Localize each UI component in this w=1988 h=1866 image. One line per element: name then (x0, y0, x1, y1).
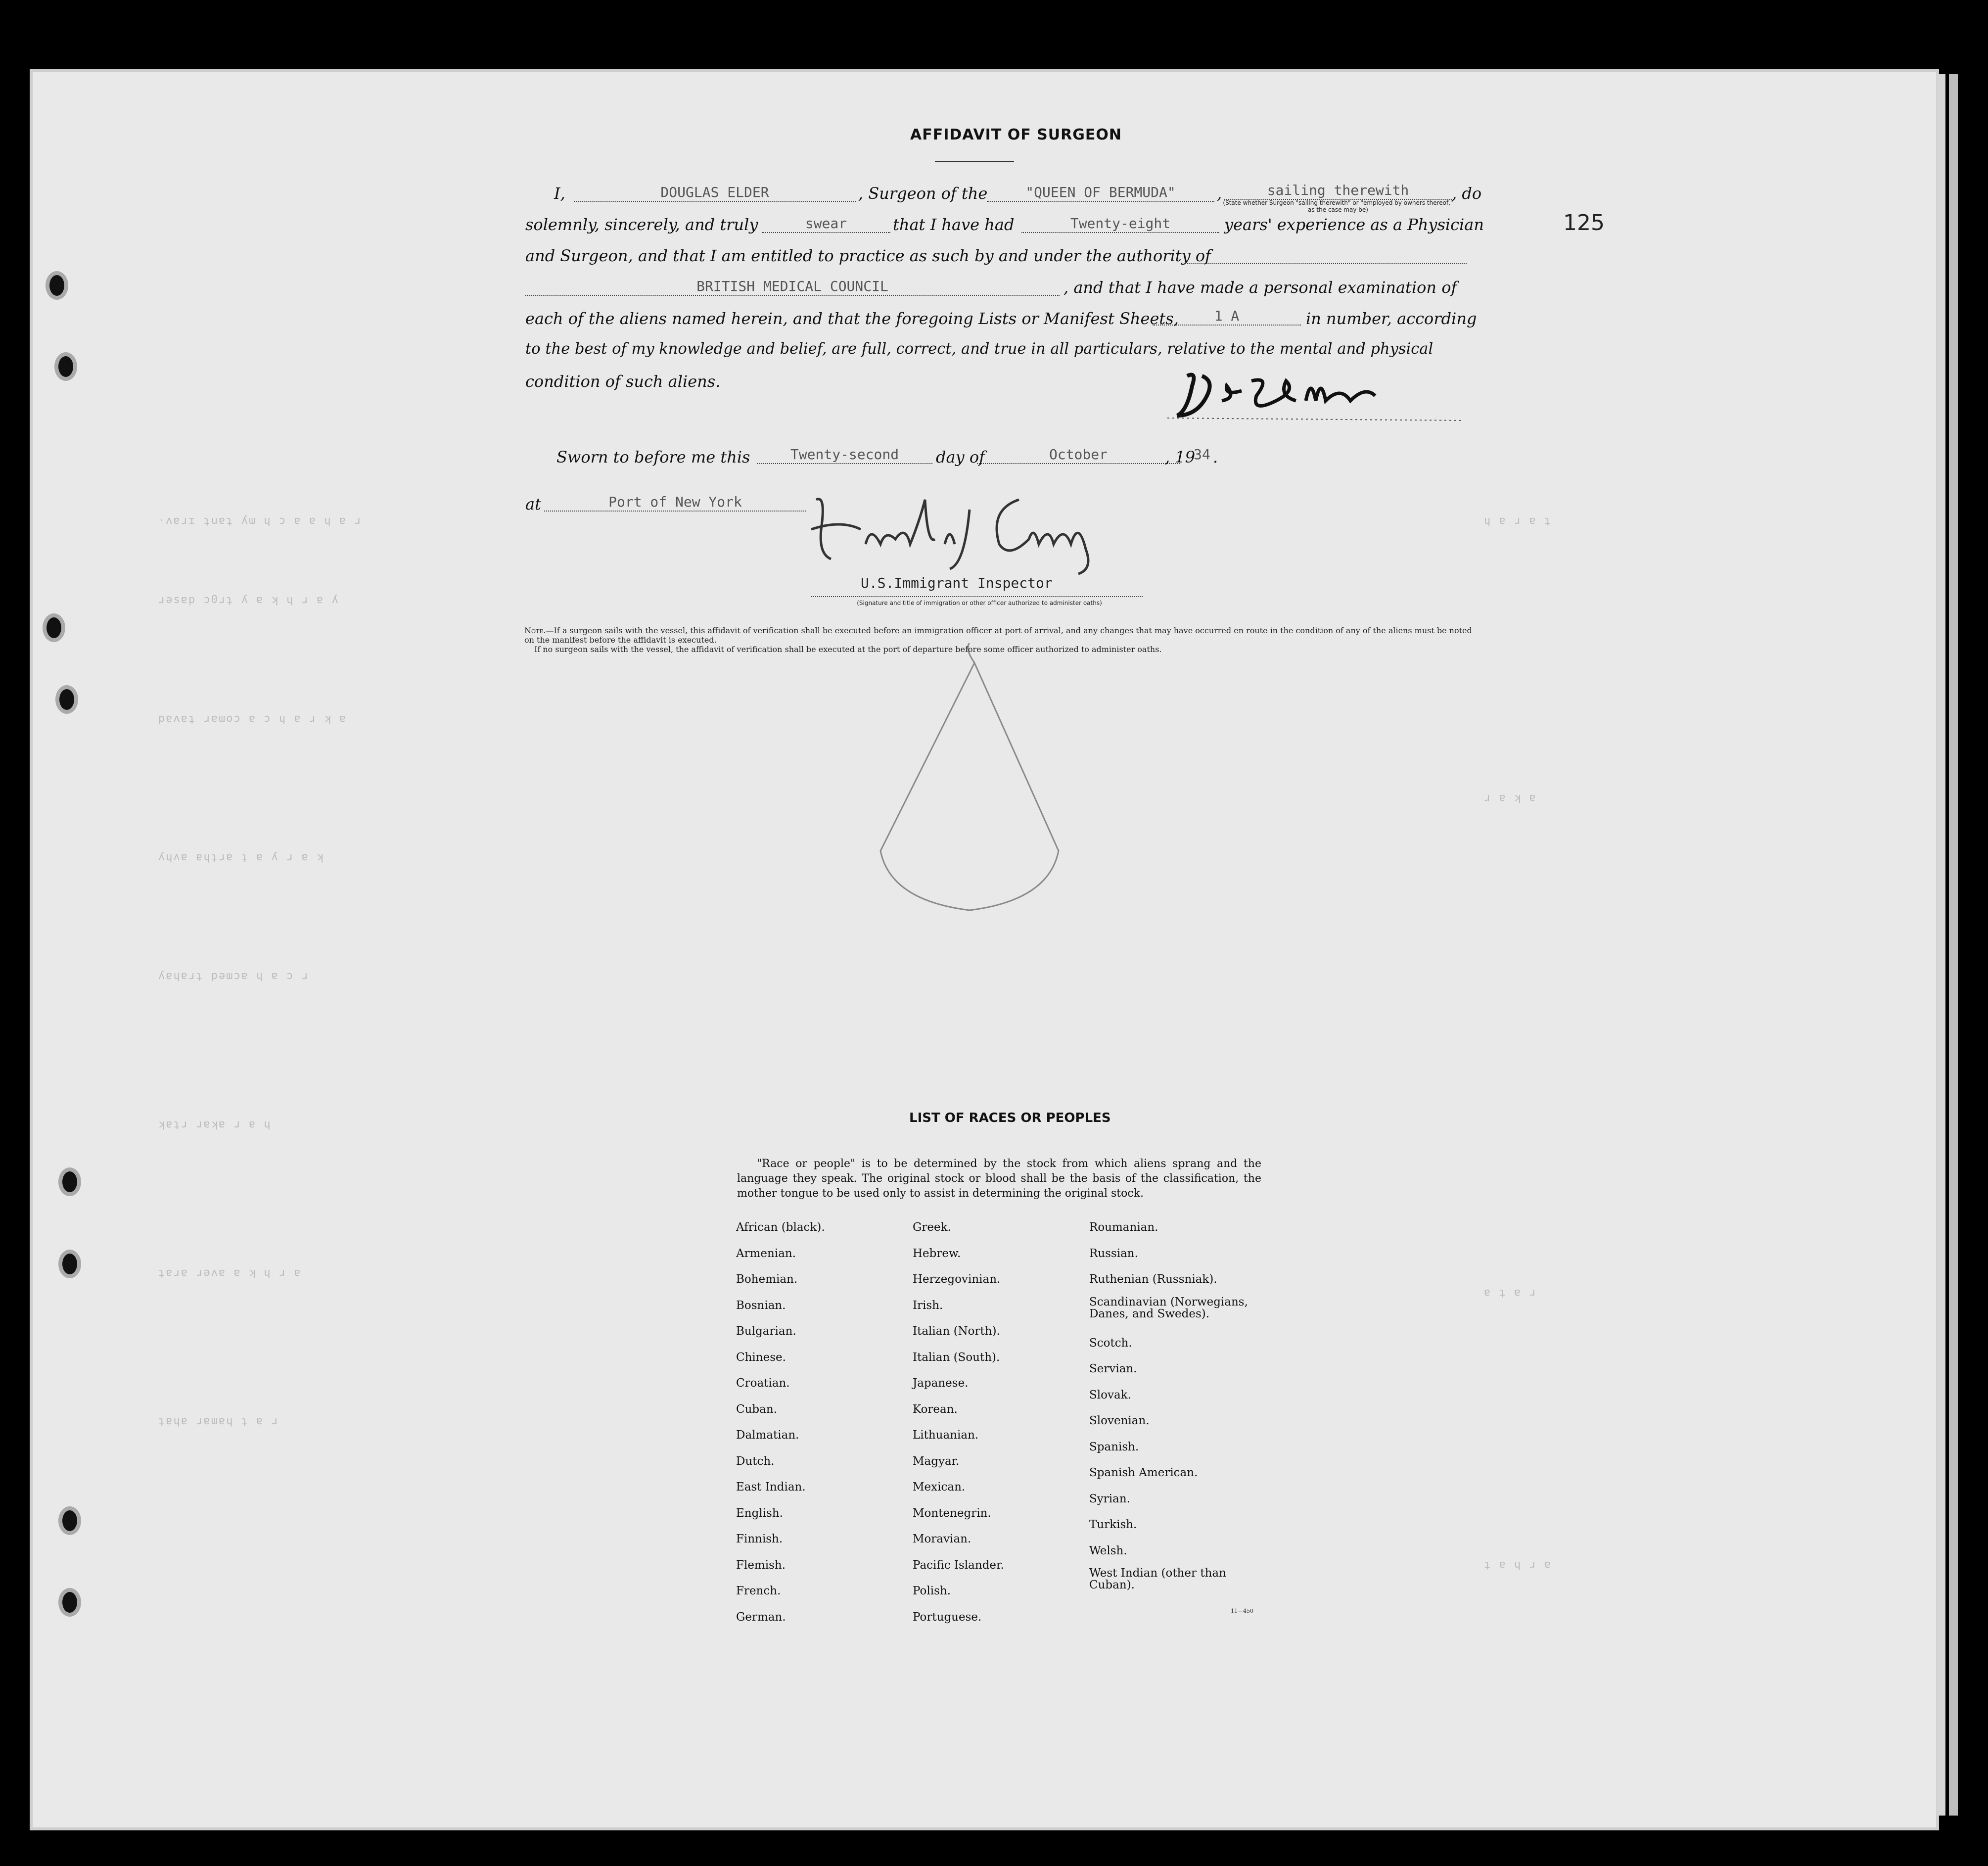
bleedthrough-text: ɹəsɐp ɔ0ɹʇ ʎ ɐ ʞ ɥ ɹ ɐ ʎ (158, 594, 339, 606)
inspector-rule (811, 596, 1143, 597)
affidavit-text: and Surgeon, and that I am entitled to practice as such by and under the authority of (525, 246, 1211, 265)
race-item: Bosnian. (736, 1299, 786, 1312)
page-edge-right (1937, 74, 1945, 1816)
race-item: Welsh. (1089, 1544, 1127, 1557)
affidavit-text: , Surgeon of the (858, 184, 988, 203)
race-item: English. (736, 1506, 783, 1520)
title-rule (935, 161, 1014, 162)
race-item: Roumanian. (1089, 1221, 1158, 1234)
affidavit-note (524, 626, 1474, 654)
binder-hole (55, 685, 78, 714)
race-item: Portuguese. (913, 1610, 982, 1624)
race-item: Mexican. (913, 1481, 966, 1493)
race-item: Italian (South). (913, 1351, 1000, 1364)
binder-hole (43, 613, 65, 642)
sheets-count-field: 1 A (1153, 308, 1301, 326)
race-item: French. (736, 1585, 781, 1597)
affidavit-text: in number, according (1306, 309, 1477, 328)
race-item: Dutch. (736, 1454, 775, 1468)
surgeon-name-field: DOUGLAS ELDER (574, 184, 856, 202)
sworn-text: day of (936, 448, 985, 466)
race-item: Scotch. (1089, 1336, 1132, 1350)
sworn-place-field: Port of New York (544, 494, 806, 512)
races-title: LIST OF RACES OR PEOPLES (909, 1111, 1111, 1125)
affidavit-text: to the best of my knowledge and belief, are full, correct, and true in all particulars, relative to the mental and physical (525, 340, 1433, 358)
races-column-2 (913, 1214, 1004, 1630)
bleedthrough-text: ɥ ɐ ɹ ɐ ʇ (1484, 514, 1552, 527)
sworn-year-field: 34 (1194, 446, 1210, 463)
race-item: East Indian. (736, 1481, 806, 1493)
race-item: Scandinavian (Norwegians, Danes, and Swedes). (1089, 1295, 1248, 1320)
race-item: Italian (North). (913, 1325, 1000, 1338)
race-item: Slovak. (1089, 1388, 1131, 1401)
race-item: Russian. (1089, 1247, 1138, 1260)
affidavit-text: solemnly, sincerely, and truly (525, 215, 758, 234)
race-item: Slovenian. (1089, 1414, 1150, 1427)
affidavit-text: each of the aliens named herein, and that the foregoing Lists or Manifest Sheets, (525, 309, 1179, 328)
race-item: Cuban. (736, 1402, 777, 1416)
inspector-subcaption: (Signature and title of immigration or other officer authorized to administer oaths) (857, 600, 1102, 606)
bleedthrough-text: ɹ ɐ ʞ ɐ (1484, 792, 1537, 804)
binder-hole (58, 1167, 81, 1196)
sworn-text: Sworn to before me this (556, 448, 750, 466)
race-item: Montenegrin. (913, 1506, 991, 1520)
bleedthrough-text: ʎɐɥɐɹʇ pəɯɔɐ ɥ ɐ ɔ ɹ (158, 970, 309, 982)
inspector-title: U.S.Immigrant Inspector (861, 575, 1053, 591)
sailing-status-note: (State whether Surgeon "sailing therewith" or "employed by owners thereof," as the case may be) (1223, 199, 1453, 213)
bleedthrough-text: ʞɐʇɹ ɹɐʞɐ ɹ ɐ ɥ (158, 1118, 272, 1130)
race-item: Bohemian. (736, 1273, 798, 1286)
oath-type-field: swear (762, 215, 890, 233)
inspector-signature (801, 490, 1108, 579)
note-paragraph-1: —If a surgeon sails with the vessel, this affidavit of verification shall be executed before an immigration officer at port of arrival, and any changes that may have occurred en route in the condition of any of the aliens must be noted on the manifest before the affidavit is executed. (524, 626, 1472, 645)
race-item: Ruthenian (Russniak). (1089, 1273, 1217, 1286)
race-item: Turkish. (1089, 1518, 1137, 1531)
race-item: Flemish. (736, 1558, 786, 1572)
affidavit-text: I, (554, 184, 565, 203)
race-item: Croatian. (736, 1377, 790, 1390)
races-column-3 (1089, 1214, 1252, 1601)
bleedthrough-text: ·ʌɐɹɪ ʇuɐʇ ʎɯ ɥ ɔ ɐ ɐ ɥ ɐ ɹ (158, 514, 362, 527)
race-item: Greek. (913, 1221, 951, 1234)
sworn-text: . (1213, 448, 1218, 466)
note-label: Note. (524, 626, 546, 635)
authority-blank (1187, 246, 1467, 264)
race-item: Dalmatian. (736, 1429, 799, 1442)
binder-hole (46, 271, 68, 300)
race-item: Spanish American. (1089, 1466, 1198, 1479)
bleedthrough-text: ʇɐɹɐ ɹəʌɐ ɐ ʞ ɥ ɹ ɐ (158, 1266, 302, 1279)
affidavit-text: , do (1452, 184, 1482, 203)
races-column-1 (736, 1214, 825, 1630)
race-item: Polish. (913, 1585, 951, 1597)
race-item: Armenian. (736, 1247, 796, 1260)
race-item: Finnish. (736, 1533, 783, 1545)
race-item: Magyar. (913, 1454, 960, 1468)
bleedthrough-text: ɐ ʇ ɐ ɹ (1484, 1286, 1537, 1299)
race-item: Spanish. (1089, 1440, 1139, 1453)
race-item: African (black). (736, 1221, 825, 1234)
race-item: Hebrew. (913, 1247, 961, 1260)
bleedthrough-text: ʇɐɥɐ ɹɐɯɐɥ ʇ ɐ ɹ (158, 1415, 279, 1427)
sworn-text: , 19 (1165, 448, 1196, 466)
years-field: Twenty-eight (1021, 215, 1219, 233)
binder-hole (54, 352, 77, 381)
page-edge-right-back (1949, 74, 1958, 1816)
race-item: Herzegovinian. (913, 1273, 1001, 1286)
race-item: Korean. (913, 1402, 958, 1416)
races-intro: "Race or people" is to be determined by the stock from which aliens sprang and the language they speak. The original stock or blood shall be the basis of the classification, the mother tongue to be used only to assist in determining the original stock. (737, 1158, 1261, 1200)
bleedthrough-text: ʎɥʌɐ ɐɥʇɹɐ ʇ ɐ ʎ ɹ ɐ ʞ (158, 851, 324, 863)
surgeon-signature (1167, 366, 1474, 425)
sworn-text: at (525, 495, 541, 513)
page-title: AFFIDAVIT OF SURGEON (910, 126, 1122, 143)
affidavit-text: years' experience as a Physician (1224, 215, 1484, 234)
bleedthrough-text: ʇ ɐ ɥ ɹ ɐ (1484, 1558, 1552, 1571)
race-item: West Indian (other than Cuban). (1089, 1567, 1226, 1591)
bleedthrough-text: pɐʌɐʇ ɹɐɯoɔ ɐ ɔ ɥ ɐ ɹ ʞ ɐ (158, 712, 347, 725)
note-paragraph-2: If no surgeon sails with the vessel, the affidavit of verification shall be executed at the port of departure before some officer authorized to administer oaths. (534, 645, 1162, 654)
race-item: Syrian. (1089, 1492, 1130, 1505)
race-item: Servian. (1089, 1362, 1137, 1375)
page-number: 125 (1563, 210, 1605, 235)
race-item: Chinese. (736, 1351, 786, 1364)
binder-hole (58, 1588, 81, 1617)
form-code: 11—450 (1231, 1608, 1253, 1614)
race-item: Moravian. (913, 1533, 971, 1545)
race-item: German. (736, 1610, 786, 1624)
sworn-month-field: October (977, 446, 1180, 464)
race-item: Irish. (913, 1299, 943, 1312)
race-item: Lithuanian. (913, 1429, 979, 1442)
faint-pen-shape (851, 643, 1088, 920)
affidavit-text: , (1217, 184, 1222, 203)
sailing-status-field: sailing therewith (1224, 182, 1452, 200)
race-item: Japanese. (913, 1377, 969, 1390)
race-item: Pacific Islander. (913, 1558, 1004, 1572)
binder-hole (58, 1506, 81, 1535)
affidavit-text: that I have had (893, 215, 1015, 234)
authority-field: BRITISH MEDICAL COUNCIL (525, 278, 1060, 296)
affidavit-text: condition of such aliens. (525, 372, 721, 391)
binder-hole (58, 1250, 81, 1278)
ship-name-field: "QUEEN OF BERMUDA" (987, 184, 1214, 202)
race-item: Bulgarian. (736, 1325, 796, 1338)
affidavit-text: , and that I have made a personal examination of (1063, 278, 1457, 297)
sworn-day-field: Twenty-second (757, 446, 932, 464)
